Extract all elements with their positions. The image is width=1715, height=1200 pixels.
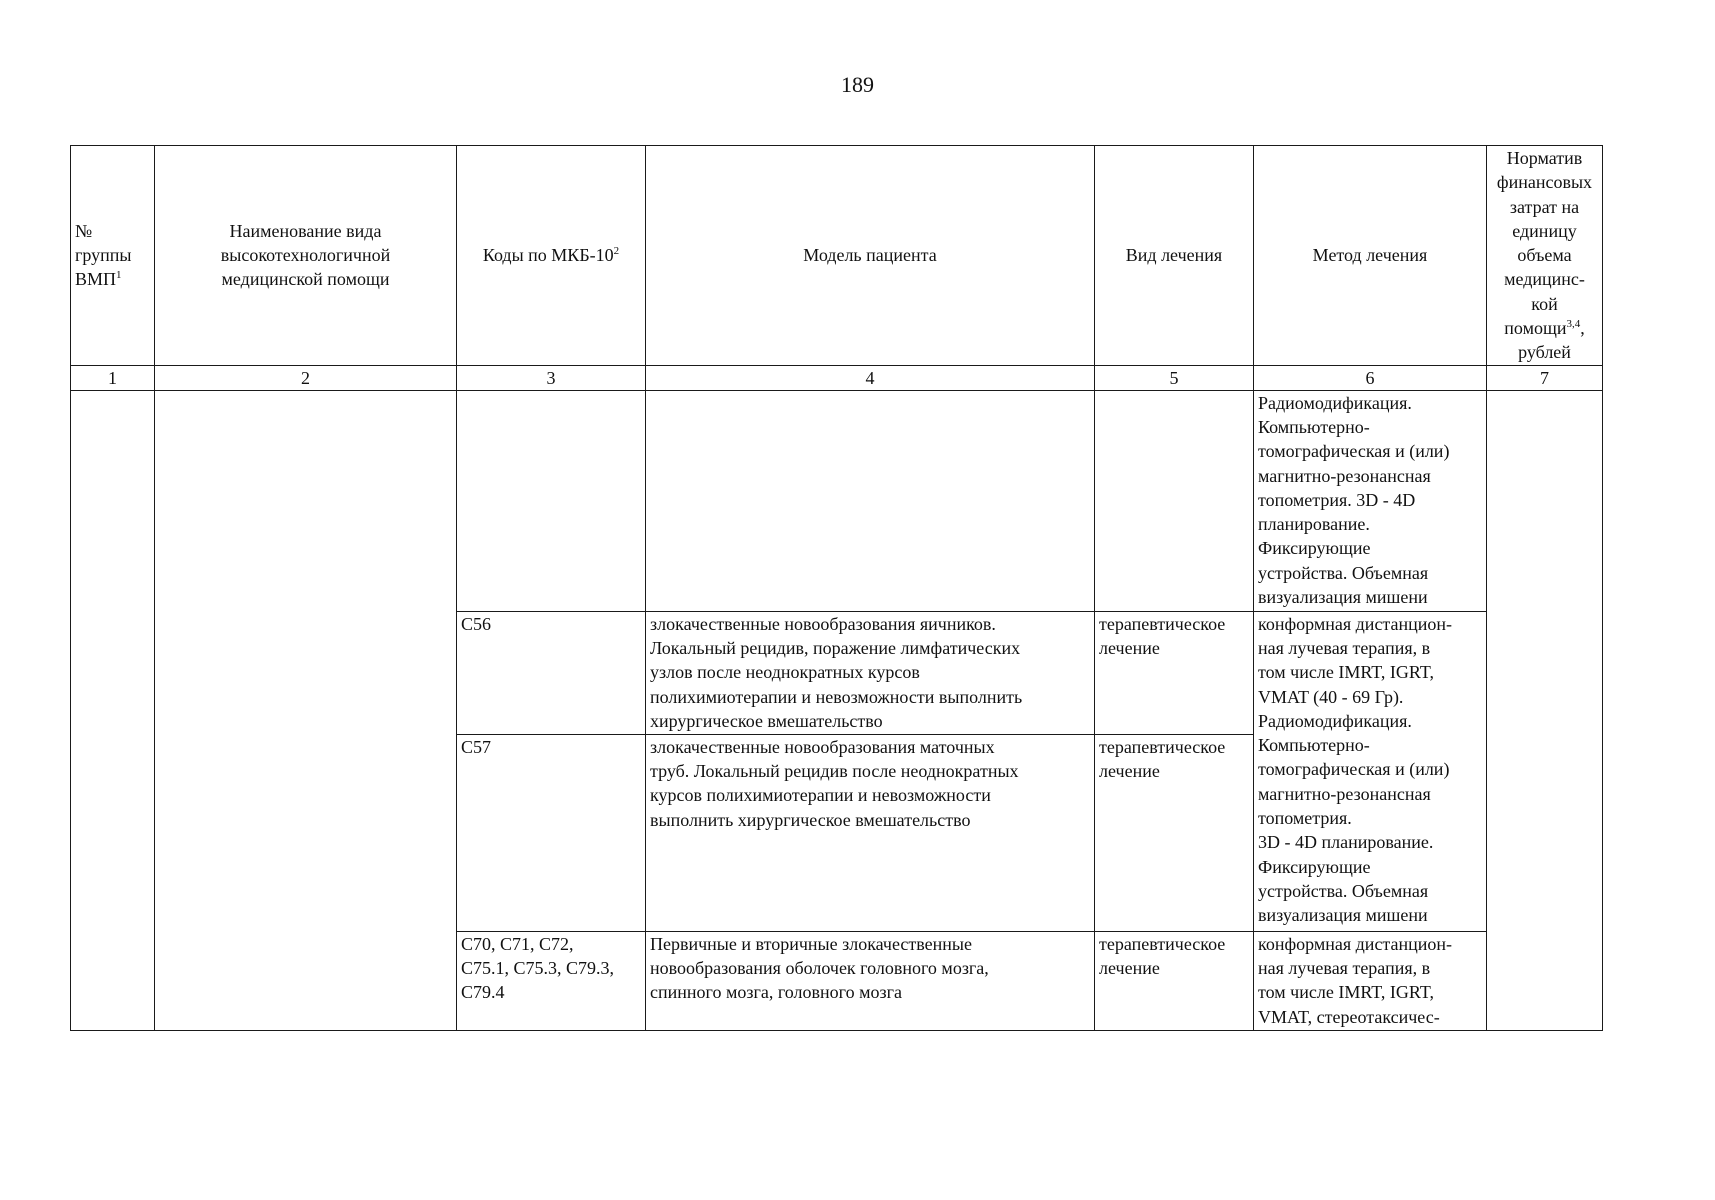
code-line: С57	[461, 736, 492, 757]
header-line: высокотехнологичной	[220, 245, 391, 266]
icd-codes-cell	[457, 931, 646, 1030]
header-treatment-type: Вид лечения	[1095, 146, 1254, 366]
header-line: медицинской помощи	[221, 269, 390, 290]
treatment-type-cell	[1095, 390, 1254, 611]
header-group-number	[71, 146, 155, 366]
model-line: Первичные и вторичные злокачественные	[650, 933, 973, 954]
model-line: злокачественные новообразования маточных	[650, 736, 995, 757]
header-line: группы	[75, 245, 132, 266]
treatment-line: терапевтическое	[1099, 736, 1226, 757]
group-number-cell	[71, 390, 155, 1030]
model-line: злокачественные новообразования яичников.	[650, 613, 996, 634]
header-line: кой	[1531, 293, 1558, 314]
header-treatment-method: Метод лечения	[1254, 146, 1487, 366]
model-line: полихимиотерапии и невозможности выполнить	[650, 686, 1023, 707]
header-row	[71, 146, 1603, 366]
method-line: Компьютерно-	[1258, 416, 1370, 437]
header-line: затрат на	[1509, 196, 1580, 217]
column-number: 1	[71, 365, 155, 390]
model-line: труб. Локальный рецидив после неоднократных	[650, 760, 1019, 781]
treatment-method-cell	[1254, 390, 1487, 611]
column-number: 3	[457, 365, 646, 390]
treatment-line: лечение	[1099, 957, 1160, 978]
model-line: новообразования оболочек головного мозга,	[650, 957, 989, 978]
model-line: хирургическое вмешательство	[650, 710, 883, 731]
method-line: Фиксирующие	[1258, 856, 1371, 877]
header-patient-model: Модель пациента	[646, 146, 1095, 366]
method-line: конформная дистанцион-	[1258, 613, 1453, 634]
header-cost-standard	[1487, 146, 1603, 366]
treatment-line: лечение	[1099, 637, 1160, 658]
header-line: №	[75, 220, 93, 241]
method-line: визуализация мишени	[1258, 905, 1428, 926]
column-number: 2	[155, 365, 457, 390]
cost-standard-cell	[1487, 390, 1603, 1030]
model-line: Локальный рецидив, поражение лимфатических	[650, 637, 1021, 658]
method-line: ная лучевая терапия, в	[1258, 637, 1431, 658]
method-line: 3D - 4D планирование.	[1258, 832, 1434, 853]
treatment-type-cell	[1095, 734, 1254, 931]
method-line: планирование.	[1258, 514, 1370, 535]
column-number: 5	[1095, 365, 1254, 390]
treatment-type-cell	[1095, 611, 1254, 734]
header-line: помощи$^{3,4}$,	[1504, 318, 1585, 339]
treatment-line: терапевтическое	[1099, 933, 1226, 954]
patient-model-cell	[646, 931, 1095, 1030]
code-line: С70, С71, С72,	[461, 933, 574, 954]
header-care-type-name	[155, 146, 457, 366]
code-line: С79.4	[461, 982, 505, 1003]
patient-model-cell	[646, 390, 1095, 611]
model-line: курсов полихимиотерапии и невозможности	[650, 785, 991, 806]
icd-codes-cell	[457, 734, 646, 931]
model-line: выполнить хирургическое вмешательство	[650, 809, 971, 830]
model-line: спинного мозга, головного мозга	[650, 982, 902, 1003]
method-line: ная лучевая терапия, в	[1258, 957, 1431, 978]
method-line: устройства. Объемная	[1258, 880, 1429, 901]
medical-care-table	[70, 145, 1603, 1031]
method-line: VMAT, стереотаксичес-	[1258, 1006, 1440, 1027]
header-line: объема	[1517, 245, 1572, 266]
method-line: магнитно-резонансная	[1258, 465, 1431, 486]
treatment-line: лечение	[1099, 760, 1160, 781]
header-line: единицу	[1512, 220, 1577, 241]
method-line: том числе IMRT, IGRT,	[1258, 662, 1434, 683]
treatment-method-cell	[1254, 611, 1487, 931]
header-icd-codes: Коды по МКБ-$10^2$	[457, 146, 646, 366]
method-line: VMAT (40 - 69 Гр).	[1258, 686, 1404, 707]
header-line: финансовых	[1496, 172, 1593, 193]
method-line: томографическая и (или)	[1258, 441, 1450, 462]
column-number-row	[71, 365, 1603, 390]
method-line: Фиксирующие	[1258, 538, 1371, 559]
column-number: 4	[646, 365, 1095, 390]
model-line: узлов после неоднократных курсов	[650, 662, 920, 683]
page-number: 189	[841, 72, 874, 97]
header-line: ВМП$^1$	[75, 269, 122, 290]
method-line: топометрия.	[1258, 808, 1352, 829]
header-line: медицинс-	[1504, 269, 1585, 290]
footnote-mark: 3,4	[1566, 318, 1581, 331]
care-type-name-cell	[155, 390, 457, 1030]
method-line: Компьютерно-	[1258, 735, 1370, 756]
icd-codes-cell	[457, 390, 646, 611]
method-line: том числе IMRT, IGRT,	[1258, 982, 1434, 1003]
header-line: Норматив	[1506, 148, 1583, 168]
method-line: визуализация мишени	[1258, 587, 1428, 608]
method-line: Радиомодификация.	[1258, 710, 1412, 731]
method-line: томографическая и (или)	[1258, 759, 1450, 780]
icd-codes-cell	[457, 611, 646, 734]
treatment-method-cell	[1254, 931, 1487, 1030]
header-line: Наименование вида	[229, 220, 382, 241]
treatment-type-cell	[1095, 931, 1254, 1030]
column-number: 7	[1487, 365, 1603, 390]
header-line: рублей	[1518, 342, 1571, 363]
method-line: устройства. Объемная	[1258, 562, 1429, 583]
table-row	[71, 390, 1603, 611]
method-line: конформная дистанцион-	[1258, 933, 1453, 954]
code-line: С75.1, С75.3, С79.3,	[461, 957, 615, 978]
method-line: топометрия. 3D - 4D	[1258, 489, 1416, 510]
code-line: С56	[461, 613, 492, 634]
method-line: Радиомодификация.	[1258, 392, 1412, 413]
footnote-mark: 2	[613, 245, 620, 258]
column-number: 6	[1254, 365, 1487, 390]
patient-model-cell	[646, 611, 1095, 734]
footnote-mark: 1	[116, 269, 122, 282]
method-line: магнитно-резонансная	[1258, 783, 1431, 804]
treatment-line: терапевтическое	[1099, 613, 1226, 634]
patient-model-cell	[646, 734, 1095, 931]
